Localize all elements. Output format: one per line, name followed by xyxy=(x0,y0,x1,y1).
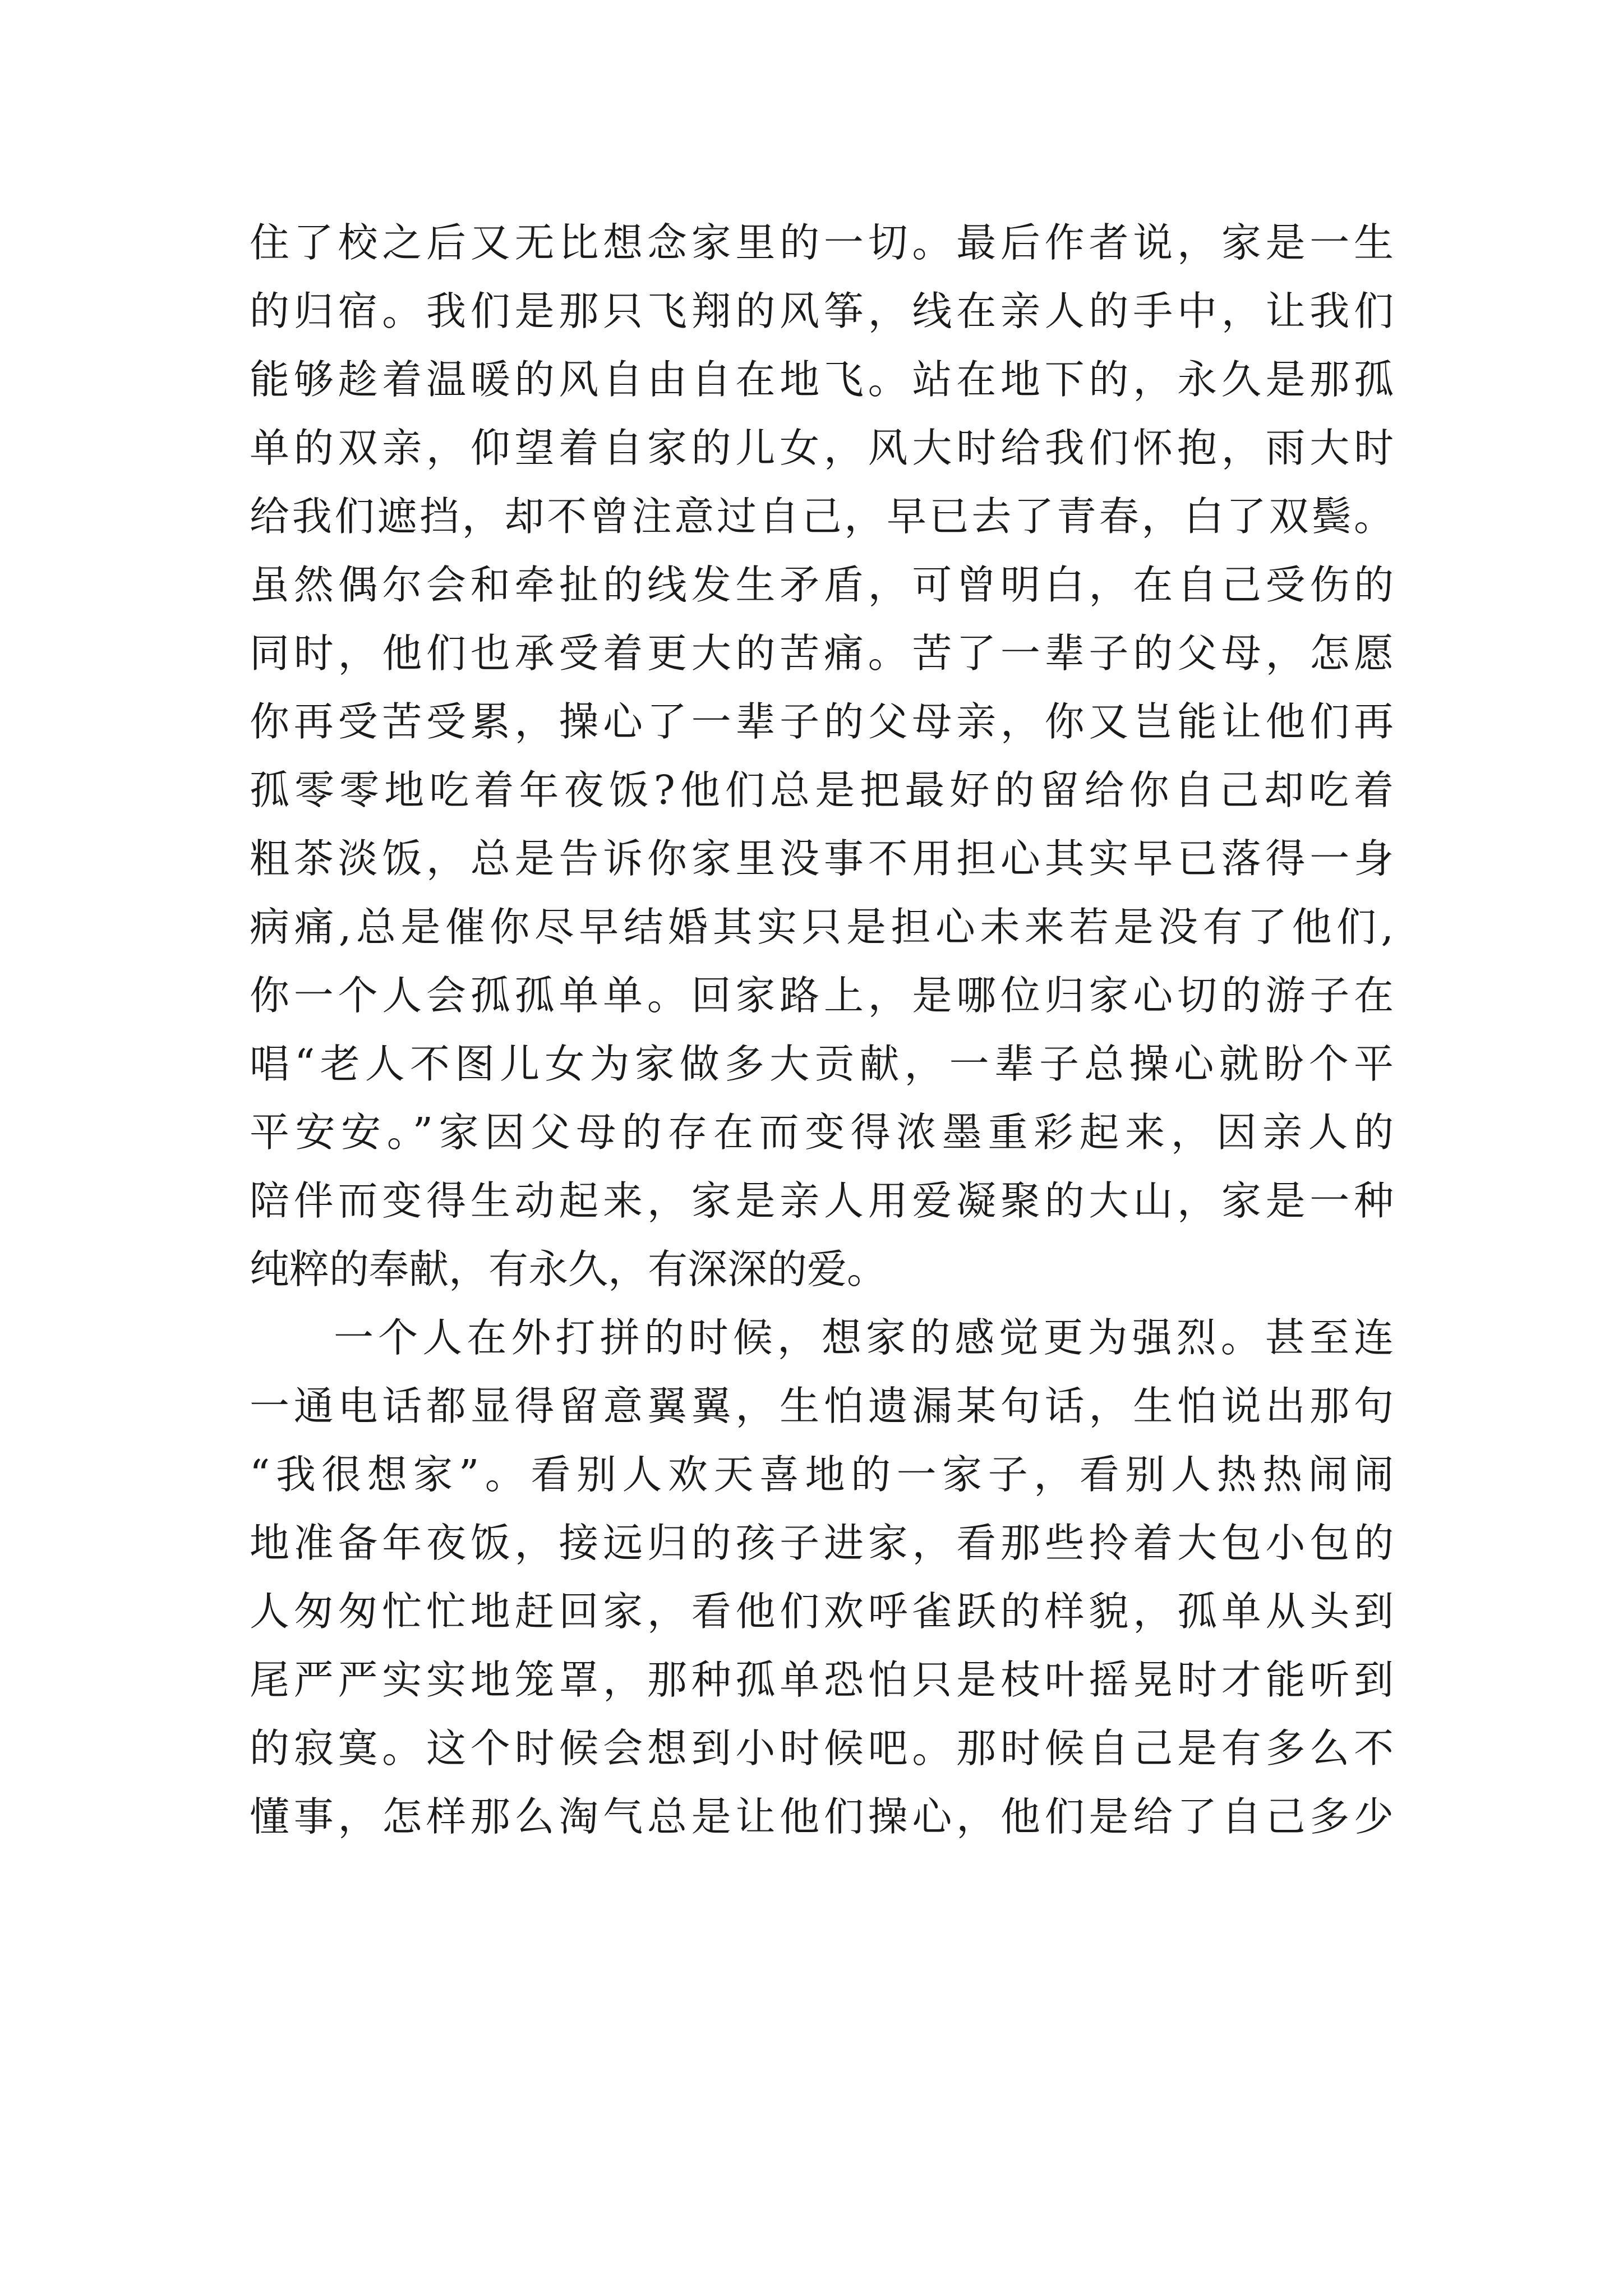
text-line-2: 的归宿。我们是那只飞翔的风筝，线在亲人的手中，让我们 xyxy=(250,288,1394,334)
text-line-11: 病痛,总是催你尽早结婚其实只是担心未来若是没有了他们, xyxy=(250,904,1394,950)
text-line-16: 纯粹的奉献，有永久，有深深的爱。 xyxy=(250,1246,887,1292)
text-line-13: 唱“老人不图儿女为家做多大贡献，一辈子总操心就盼个平 xyxy=(250,1041,1394,1087)
text-line-3: 能够趁着温暖的风自由自在地飞。站在地下的，永久是那孤 xyxy=(250,356,1394,403)
text-line-4: 单的双亲，仰望着自家的儿女，风大时给我们怀抱，雨大时 xyxy=(250,425,1394,471)
text-line-22: 尾严严实实地笼罩，那种孤单恐怕只是枝叶摇晃时才能听到 xyxy=(250,1657,1394,1703)
text-line-15: 陪伴而变得生动起来，家是亲人用爱凝聚的大山，家是一种 xyxy=(250,1177,1394,1224)
text-line-24: 懂事，怎样那么淘气总是让他们操心，他们是给了自己多少 xyxy=(250,1793,1394,1840)
text-line-18: 一通电话都显得留意翼翼，生怕遗漏某句话，生怕说出那句 xyxy=(250,1383,1394,1429)
text-line-9: 孤零零地吃着年夜饭?他们总是把最好的留给你自己却吃着 xyxy=(250,767,1394,813)
text-line-20: 地准备年夜饭，接远归的孩子进家，看那些拎着大包小包的 xyxy=(250,1520,1394,1566)
text-line-17: 一个人在外打拼的时候，想家的感觉更为强烈。甚至连 xyxy=(334,1314,1394,1361)
text-line-19: “我很想家”。看别人欢天喜地的一家子，看别人热热闹闹 xyxy=(250,1451,1394,1498)
text-line-14: 平安安。”家因父母的存在而变得浓墨重彩起来，因亲人的 xyxy=(250,1109,1394,1156)
text-line-10: 粗茶淡饭，总是告诉你家里没事不用担心其实早已落得一身 xyxy=(250,835,1394,882)
text-line-1: 住了校之后又无比想念家里的一切。最后作者说，家是一生 xyxy=(250,219,1394,266)
text-line-7: 同时，他们也承受着更大的苦痛。苦了一辈子的父母，怎愿 xyxy=(250,630,1394,677)
text-line-12: 你一个人会孤孤单单。回家路上，是哪位归家心切的游子在 xyxy=(250,972,1394,1019)
text-line-23: 的寂寞。这个时候会想到小时候吧。那时候自己是有多么不 xyxy=(250,1725,1394,1772)
text-line-6: 虽然偶尔会和牵扯的线发生矛盾，可曾明白，在自己受伤的 xyxy=(250,562,1394,608)
text-line-5: 给我们遮挡，却不曾注意过自己，早已去了青春，白了双鬓。 xyxy=(250,493,1394,540)
text-line-21: 人匆匆忙忙地赶回家，看他们欢呼雀跃的样貌，孤单从头到 xyxy=(250,1588,1394,1635)
text-line-8: 你再受苦受累，操心了一辈子的父母亲，你又岂能让他们再 xyxy=(250,698,1394,745)
